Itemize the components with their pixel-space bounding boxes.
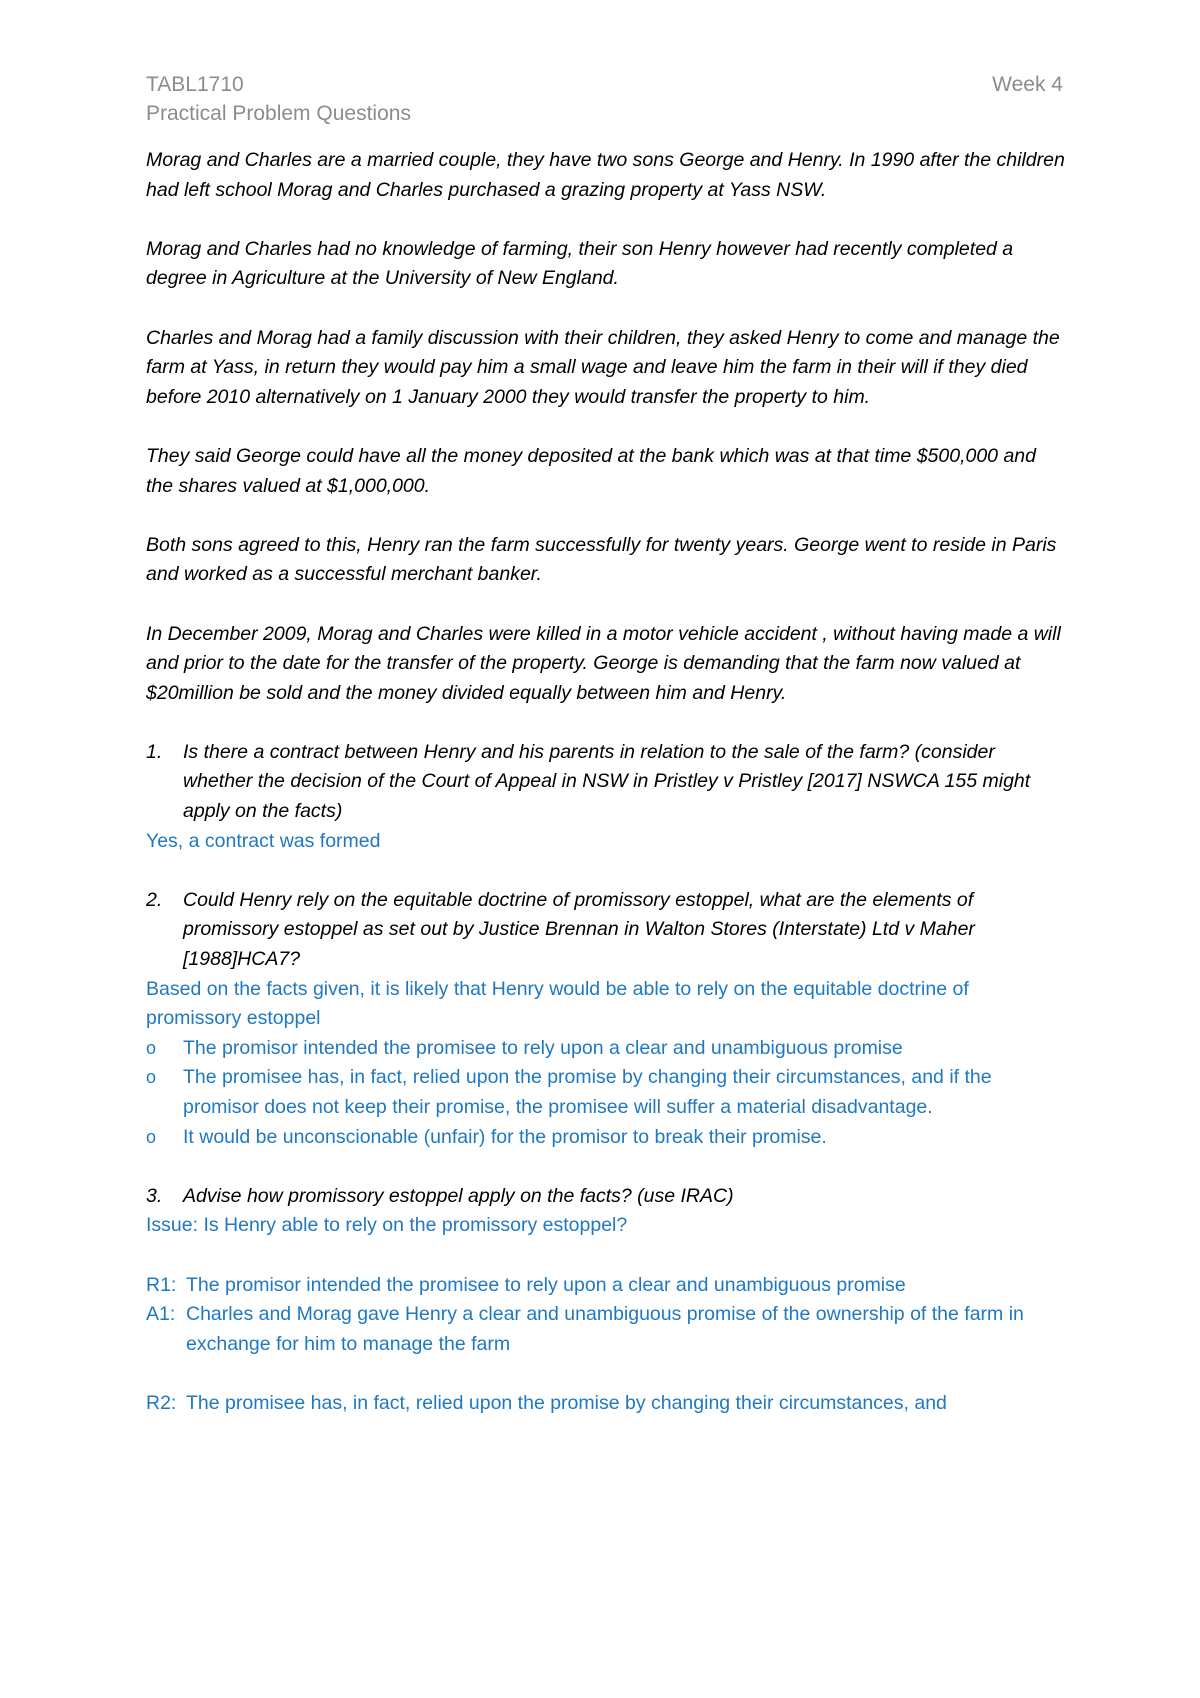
application-label: A1: (146, 1303, 176, 1326)
application-1 (146, 1300, 1066, 1359)
question-number: 1. (146, 740, 163, 763)
answer-2: Based on the facts given, it is likely that Henry would be able to rely on the equitable doctrine of promissory estoppel (146, 977, 969, 1030)
paragraph: Morag and Charles had no knowledge of farming, their son Henry however had recently completed a degree in Agriculture at the University of New England. (146, 237, 1014, 290)
rule-2 (146, 1389, 1066, 1419)
bullet-text: The promisor intended the promisee to rely upon a clear and unambiguous promise (183, 1036, 903, 1059)
bullet-item (146, 1034, 1066, 1064)
question-number: 2. (146, 888, 163, 911)
question-text: Is there a contract between Henry and his parents in relation to the sale of the farm? (consider whether the decision of the Court of Appeal in NSW in Pristley v Pristley [2017] NSWCA 155 might apply on the facts) (183, 740, 1031, 823)
document-body (146, 146, 1066, 1419)
rule-1 (146, 1271, 1066, 1301)
document-subtitle: Practical Problem Questions (146, 102, 411, 125)
question-text: Advise how promissory estoppel apply on the facts? (use IRAC) (183, 1184, 734, 1207)
paragraph: They said George could have all the money deposited at the bank which was at that time $500,000 and the shares valued at $1,000,000. (146, 444, 1036, 497)
rule-label: R2: (146, 1391, 177, 1414)
answer-1: Yes, a contract was formed (146, 829, 381, 852)
bullet-item (146, 1063, 1066, 1122)
paragraph: Charles and Morag had a family discussion with their children, they asked Henry to come and manage the farm at Yass, in return they would pay him a small wage and leave him the farm in their will if they died before 2010 alternatively on 1 January 2000 they would transfer the property to him. (146, 326, 1060, 408)
paragraph: In December 2009, Morag and Charles were killed in a motor vehicle accident , without having made a will and prior to the date for the transfer of the property. George is demanding that the farm now valued at $20million be sold and the money divided equally between him and Henry. (146, 622, 1061, 704)
rule-text: The promisee has, in fact, relied upon the promise by changing their circumstances, and (186, 1391, 947, 1414)
rule-text: The promisor intended the promisee to rely upon a clear and unambiguous promise (186, 1273, 906, 1296)
question-text: Could Henry rely on the equitable doctrine of promissory estoppel, what are the elements of promissory estoppel as set out by Justice Brennan in Walton Stores (Interstate) Ltd v Maher [1988]HCA7? (183, 888, 975, 971)
application-text: Charles and Morag gave Henry a clear and unambiguous promise of the ownership of the farm in exchange for him to manage the farm (186, 1303, 1024, 1355)
bullet-text: It would be unconscionable (unfair) for the promisor to break their promise. (183, 1125, 827, 1148)
bullet-marker: o (146, 1037, 157, 1058)
bullet-marker: o (146, 1067, 157, 1088)
course-code: TABL1710 (146, 73, 244, 96)
bullet-text: The promisee has, in fact, relied upon the promise by changing their circumstances, and if the promisor does not keep their promise, the promisee will suffer a material disadvantage. (183, 1066, 992, 1118)
question-3 (146, 1182, 1066, 1212)
bullet-item (146, 1123, 1066, 1153)
rule-label: R1: (146, 1273, 177, 1296)
question-number: 3. (146, 1184, 163, 1207)
issue-statement: Issue: Is Henry able to rely on the promissory estoppel? (146, 1214, 628, 1237)
question-2 (146, 886, 1066, 975)
question-1 (146, 738, 1066, 827)
paragraph: Morag and Charles are a married couple, they have two sons George and Henry. In 1990 after the children had left school Morag and Charles purchased a grazing property at Yass NSW. (146, 149, 1065, 201)
bullet-marker: o (146, 1126, 157, 1147)
paragraph: Both sons agreed to this, Henry ran the farm successfully for twenty years. George went to reside in Paris and worked as a successful merchant banker. (146, 533, 1057, 586)
week-label: Week 4 (992, 73, 1063, 96)
